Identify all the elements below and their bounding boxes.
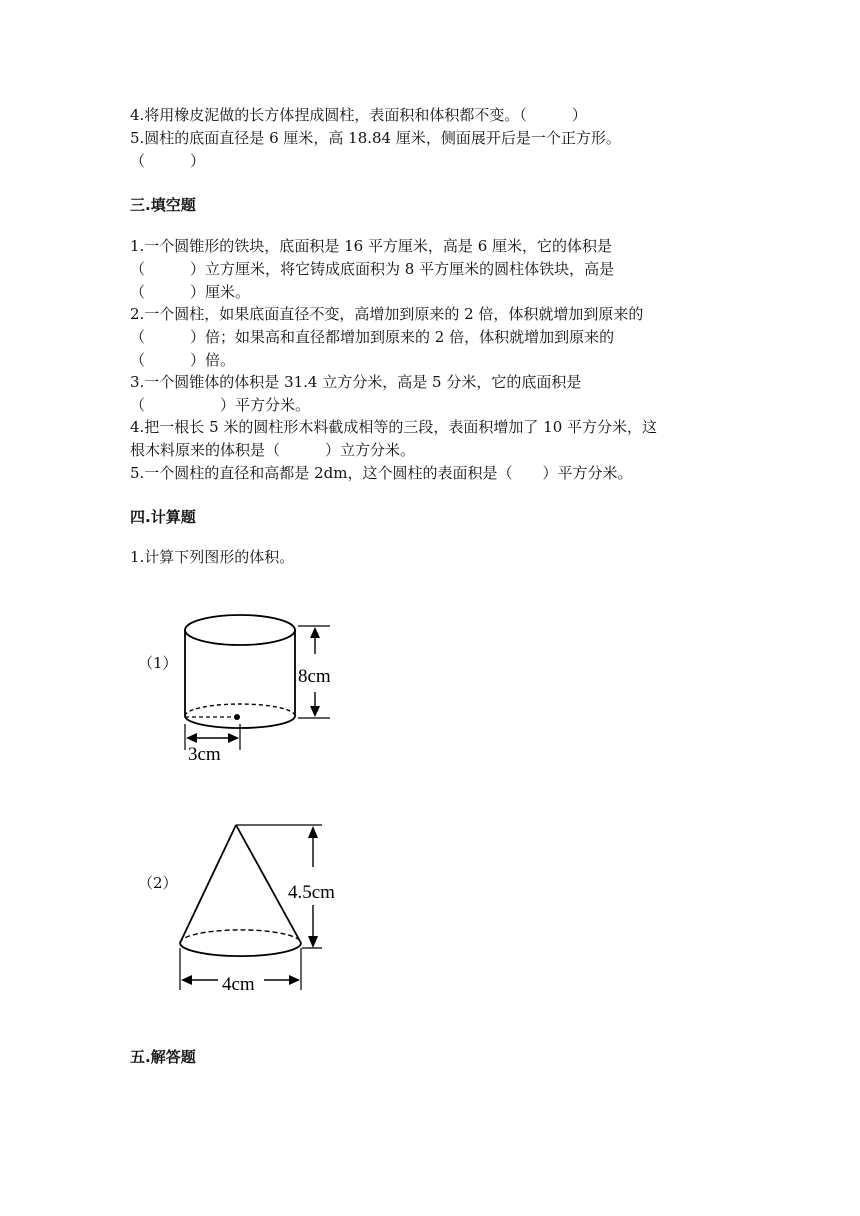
section-heading-calc: 四.计算题: [130, 508, 196, 526]
fill-line: 5.一个圆柱的直径和高都是 2dm，这个圆柱的表面积是（ ）平方分米。: [130, 464, 633, 482]
fill-line: （ ）倍。: [130, 351, 236, 369]
fill-line: 根木料原来的体积是（ ）立方分米。: [130, 441, 416, 459]
cone-figure: [170, 815, 370, 1000]
calc-question: 1.计算下列图形的体积。: [130, 548, 295, 566]
judge-line-5: 5.圆柱的底面直径是 6 厘米，高 18.84 厘米，侧面展开后是一个正方形。: [130, 129, 621, 147]
fill-line: 1.一个圆锥形的铁块，底面积是 16 平方厘米，高是 6 厘米，它的体积是: [130, 237, 613, 255]
cylinder-radius-label: 3cm: [188, 744, 221, 765]
judge-line-4: 4.将用橡皮泥做的长方体捏成圆柱，表面积和体积都不变。（ ）: [130, 106, 587, 124]
fill-line: （ ）平方分米。: [130, 396, 311, 414]
fill-line: （ ）倍；如果高和直径都增加到原来的 2 倍，体积就增加到原来的: [130, 328, 615, 346]
fill-line: 4.把一根长 5 米的圆柱形木料截成相等的三段，表面积增加了 10 平方分米，这: [130, 418, 658, 436]
figure-1-label: （1）: [138, 654, 178, 672]
cylinder-figure: [170, 600, 380, 770]
judge-line-5-blank: （ ）: [130, 152, 206, 170]
fill-line: （ ）立方厘米，将它铸成底面积为 8 平方厘米的圆柱体铁块，高是: [130, 260, 615, 278]
fill-line: 3.一个圆锥体的体积是 31.4 立方分米，高是 5 分米，它的底面积是: [130, 373, 582, 391]
section-heading-fill: 三.填空题: [130, 196, 196, 214]
cone-height-label: 4.5cm: [288, 882, 335, 903]
fill-line: 2.一个圆柱，如果底面直径不变，高增加到原来的 2 倍，体积就增加到原来的: [130, 305, 644, 323]
fill-line: （ ）厘米。: [130, 283, 251, 301]
figure-2-label: （2）: [138, 874, 178, 892]
cylinder-height-label: 8cm: [298, 666, 331, 687]
section-heading-answer: 五.解答题: [130, 1048, 196, 1066]
cone-diameter-label: 4cm: [222, 974, 255, 995]
